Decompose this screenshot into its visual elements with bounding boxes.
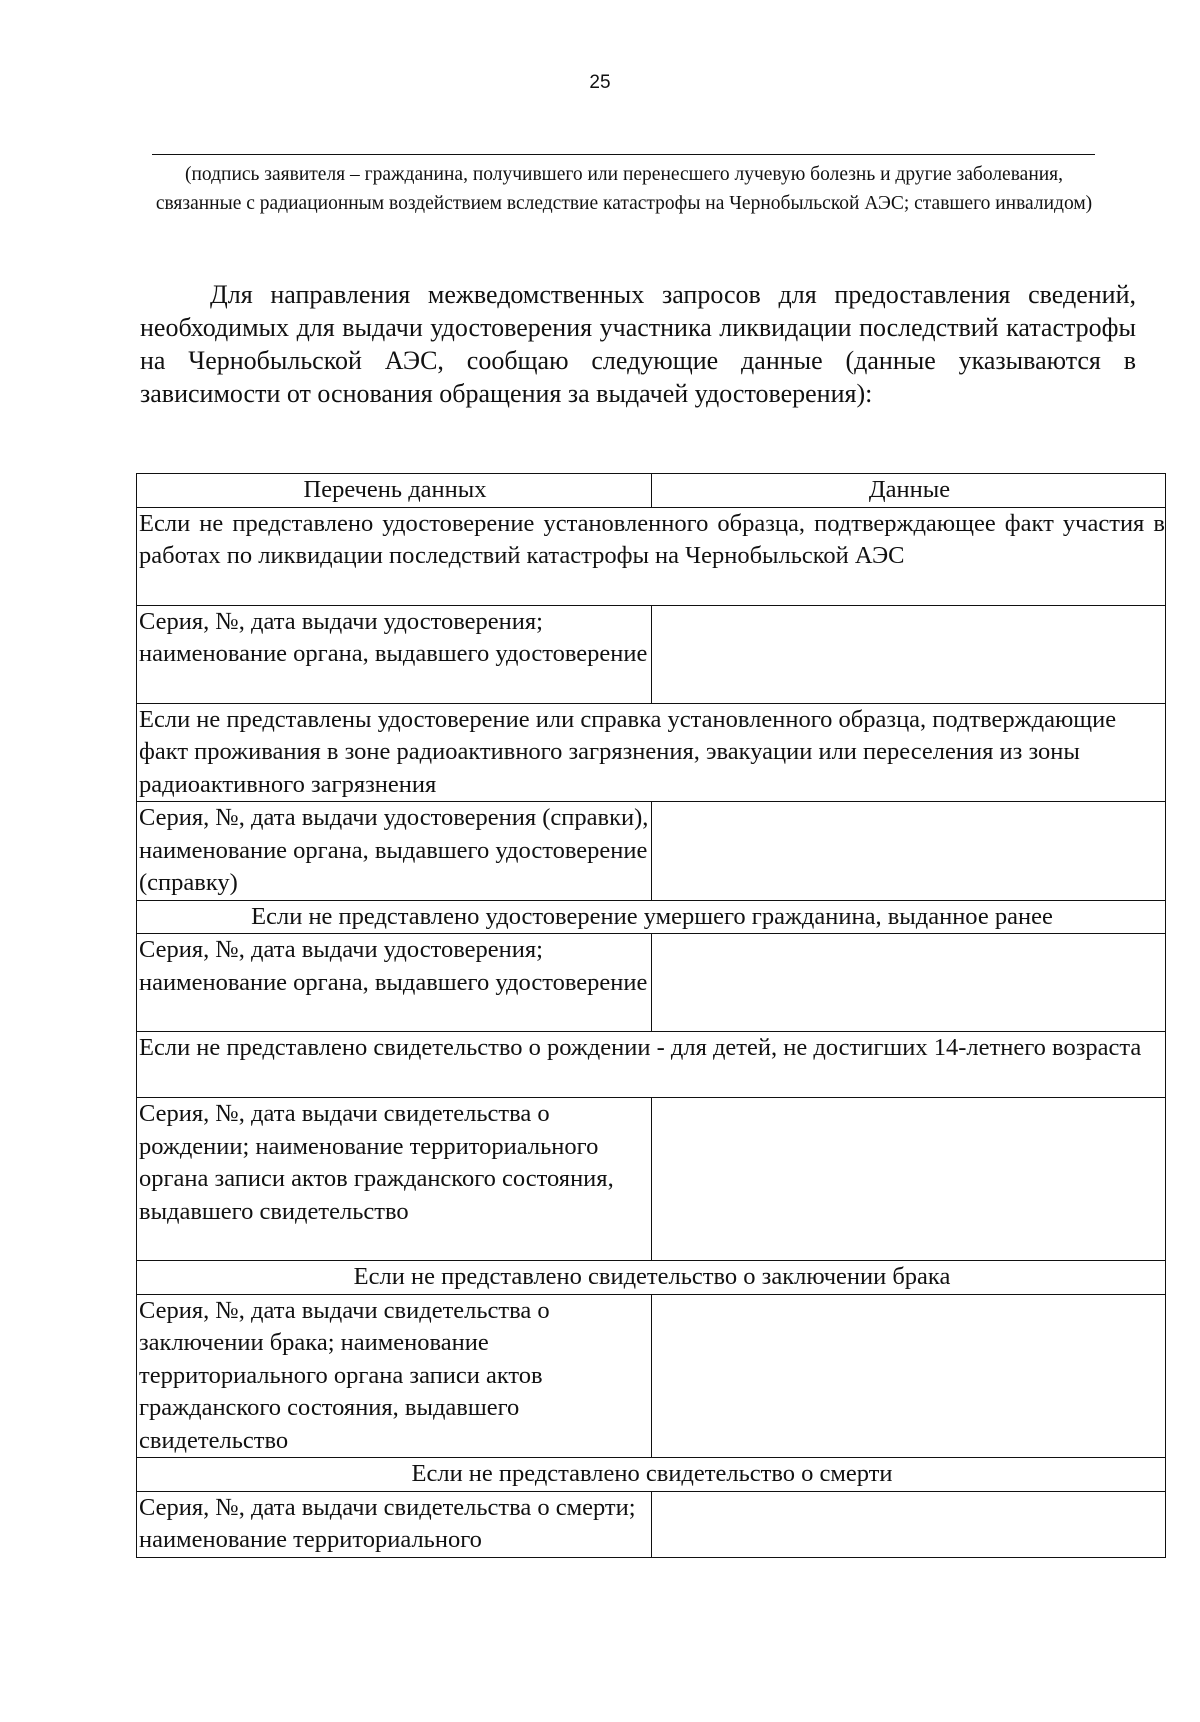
section-row [137, 1261, 1166, 1295]
intro-paragraph: Для направления межведомственных запросов для предоставления сведений, необходимых для выдачи удостоверения участника ликвидации последствий катастрофы на Чернобыльской АЭС, сообщаю следующие данные (данные указываются в зависимости от основания обращения за выдачей удостоверения): [140, 280, 1136, 408]
field-row [137, 934, 1166, 1032]
data-table [136, 473, 1166, 1558]
field-label: Серия, №, дата выдачи свидетельства о заключении брака; наименование территориального органа записи актов гражданского состояния, выдавшего свидетельство [137, 1294, 652, 1458]
field-label: Серия, №, дата выдачи удостоверения; наименование органа, выдавшего удостоверение [137, 605, 652, 703]
section-title: Если не представлено удостоверение умершего гражданина, выданное ранее [137, 900, 1166, 934]
table-header-row [137, 474, 1166, 508]
section-title: Если не представлено свидетельство о заключении брака [137, 1261, 1166, 1295]
field-value-input[interactable] [652, 605, 1166, 703]
signature-caption: (подпись заявителя – гражданина, получившего или перенесшего лучевую болезнь и другие заболевания, связанные с радиационным воздействием вследствие катастрофы на Чернобыльской АЭС; ставшего инвалидом) [155, 164, 1093, 214]
section-row [137, 900, 1166, 934]
field-value-input[interactable] [652, 1294, 1166, 1458]
signature-line [152, 154, 1095, 155]
section-title: Если не представлено удостоверение установленного образца, подтверждающее факт участия в работах по ликвидации последствий катастрофы на Чернобыльской АЭС [137, 507, 1166, 605]
section-title: Если не представлены удостоверение или справка установленного образца, подтверждающие факт проживания в зоне радиоактивного загрязнения, эвакуации или переселения из зоны радиоактивного загрязнения [137, 703, 1166, 802]
section-row [137, 1458, 1166, 1492]
header-data-list: Перечень данных [137, 474, 652, 508]
field-value-input[interactable] [652, 934, 1166, 1032]
section-title: Если не представлено свидетельство о смерти [137, 1458, 1166, 1492]
field-label: Серия, №, дата выдачи удостоверения (справки), наименование органа, выдавшего удостоверение (справку) [137, 802, 652, 901]
section-row [137, 507, 1166, 605]
field-row [137, 1098, 1166, 1261]
field-row [137, 605, 1166, 703]
field-label: Серия, №, дата выдачи свидетельства о рождении; наименование территориального органа записи актов гражданского состояния, выдавшего свидетельство [137, 1098, 652, 1261]
field-row [137, 1491, 1166, 1557]
header-data: Данные [652, 474, 1166, 508]
section-row [137, 1032, 1166, 1098]
section-row [137, 703, 1166, 802]
field-row [137, 802, 1166, 901]
field-value-input[interactable] [652, 1098, 1166, 1261]
field-row [137, 1294, 1166, 1458]
field-label: Серия, №, дата выдачи удостоверения; наименование органа, выдавшего удостоверение [137, 934, 652, 1032]
section-title: Если не представлено свидетельство о рождении - для детей, не достигших 14-летнего возраста [137, 1032, 1166, 1098]
field-value-input[interactable] [652, 802, 1166, 901]
field-label: Серия, №, дата выдачи свидетельства о смерти; наименование территориального [137, 1491, 652, 1557]
page-number: 25 [589, 72, 611, 93]
field-value-input[interactable] [652, 1491, 1166, 1557]
